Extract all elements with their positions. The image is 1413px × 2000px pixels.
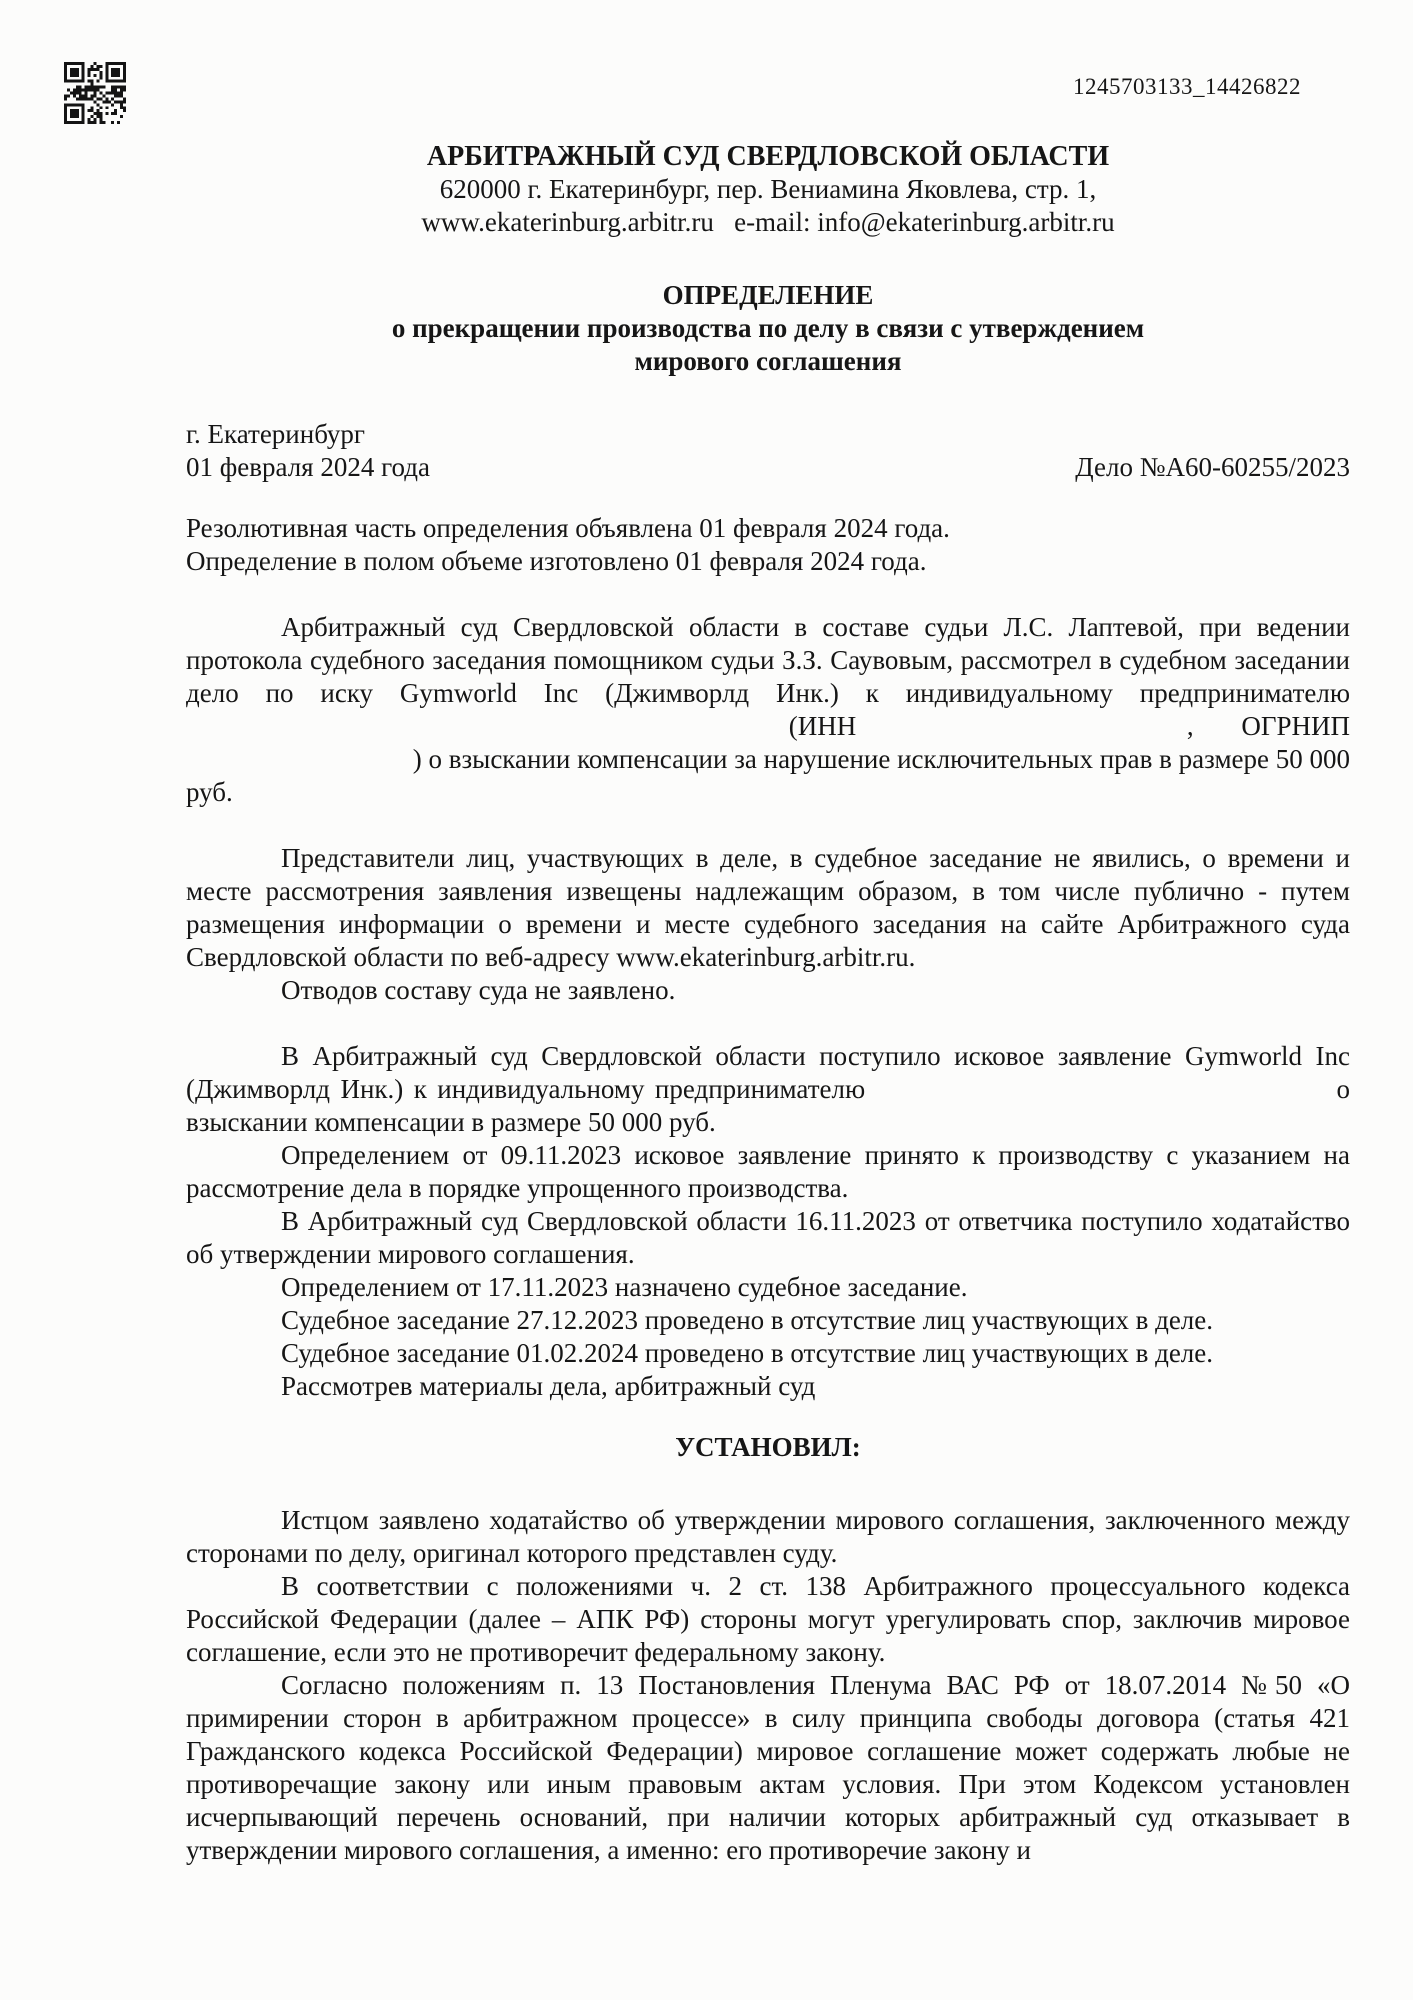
doc-subtitle-line1: о прекращении производства по делу в связи с утверждением [391, 313, 1145, 343]
paragraph: Отводов составу суда не заявлено. [281, 975, 676, 1005]
court-contacts: www.ekaterinburg.arbitr.ru e-mail: info@ekaterinburg.arbitr.ru [421, 207, 1115, 237]
date-case-row [186, 451, 1350, 484]
redacted-gap [876, 1096, 1176, 1098]
section-heading: УСТАНОВИЛ: [675, 1432, 861, 1462]
redacted-gap [904, 733, 1139, 735]
resolutive-block [186, 512, 1350, 578]
paragraph: Истцом заявлено ходатайство об утверждении мирового соглашения, заключенного между сторонами по делу, оригинал которого представлен суду. [186, 1505, 1350, 1568]
resolutive-part-line: Резолютивная часть определения объявлена 01 февраля 2024 года. [186, 513, 950, 543]
paragraph: Судебное заседание 27.12.2023 проведено в отсутствие лиц участвующих в деле. [281, 1305, 1214, 1335]
redacted-gap [1186, 1096, 1326, 1098]
paragraph: Согласно положениям п. 13 Постановления Пленума ВАС РФ от 18.07.2014 №50 «О примирении сторон в арбитражном процессе» в силу принципа свободы договора (статья 421 Гражданского кодекса Российской Федерации) мировое соглашение может содержать любые не противоречащие закону или иным правовым актам условия. При этом Кодексом установлен исчерпывающий перечень оснований, при наличии которых арбитражный суд отказывает в утверждении мирового соглашения, а именно: его противоречие закону и [186, 1670, 1350, 1865]
paragraph: Представители лиц, участвующих в деле, в судебное заседание не явились, о времени и месте рассмотрения заявления извещены надлежащим образом, в том числе публично - путем размещения информации о времени и месте судебного заседания на сайте Арбитражного суда Свердловской области по веб-адресу www.ekaterinburg.arbitr.ru. [186, 843, 1350, 972]
paragraph: В Арбитражный суд Свердловской области 16.11.2023 от ответчика поступило ходатайство об утверждении мирового соглашения. [186, 1206, 1350, 1269]
body-text [186, 611, 1350, 1867]
document-content [186, 0, 1350, 1867]
title-block [186, 279, 1350, 378]
paragraph: Судебное заседание 01.02.2024 проведено в отсутствие лиц участвующих в деле. [281, 1338, 1214, 1368]
doc-title: ОПРЕДЕЛЕНИЕ [662, 280, 874, 310]
date-line: 01 февраля 2024 года [186, 452, 430, 482]
redacted-gap [186, 733, 741, 735]
paragraph: Арбитражный суд Свердловской области в составе судьи Л.С. Лаптевой, при ведении протокола судебного заседания помощником судьи З.З. Саувовым, рассмотрел в судебном заседании дело по иску Gymworld Inc (Джимворлд Инк.) к индивидуальному предпринимателю (ИНН , ОГРНИП ) о взыскании компенсации за нарушение исключительных прав в размере 50 000 руб. [186, 612, 1351, 807]
redacted-gap [186, 766, 406, 768]
paragraph: Определением от 09.11.2023 исковое заявление принято к производству с указанием на рассмотрение дела в порядке упрощенного производства. [186, 1140, 1350, 1203]
paragraph: Определением от 17.11.2023 назначено судебное заседание. [281, 1272, 968, 1302]
paragraph: В Арбитражный суд Свердловской области поступило исковое заявление Gymworld Inc (Джимворлд Инк.) к индивидуальному предпринимателю о взыскании компенсации в размере 50 000 руб. [186, 1041, 1351, 1137]
case-number: Дело №А60-60255/2023 [1075, 452, 1350, 482]
full-volume-line: Определение в полом объеме изготовлено 01 февраля 2024 года. [186, 546, 927, 576]
paragraph: В соответствии с положениями ч. 2 ст. 138 Арбитражного процессуального кодекса Российской Федерации (далее – АПК РФ) стороны могут урегулировать спор, заключив мировое соглашение, если это не противоречит федеральному закону. [186, 1571, 1350, 1667]
paragraph: Рассмотрев материалы дела, арбитражный суд [281, 1371, 816, 1401]
doc-subtitle-line2: мирового соглашения [634, 346, 902, 376]
court-name: АРБИТРАЖНЫЙ СУД СВЕРДЛОВСКОЙ ОБЛАСТИ [426, 141, 1110, 172]
place-line: г. Екатеринбург [186, 419, 365, 449]
document-number: 1245703133_14426822 [1073, 74, 1301, 99]
qr-code [64, 62, 126, 124]
court-address: 620000 г. Екатеринбург, пер. Вениамина Яковлева, стр. 1, [439, 174, 1097, 204]
